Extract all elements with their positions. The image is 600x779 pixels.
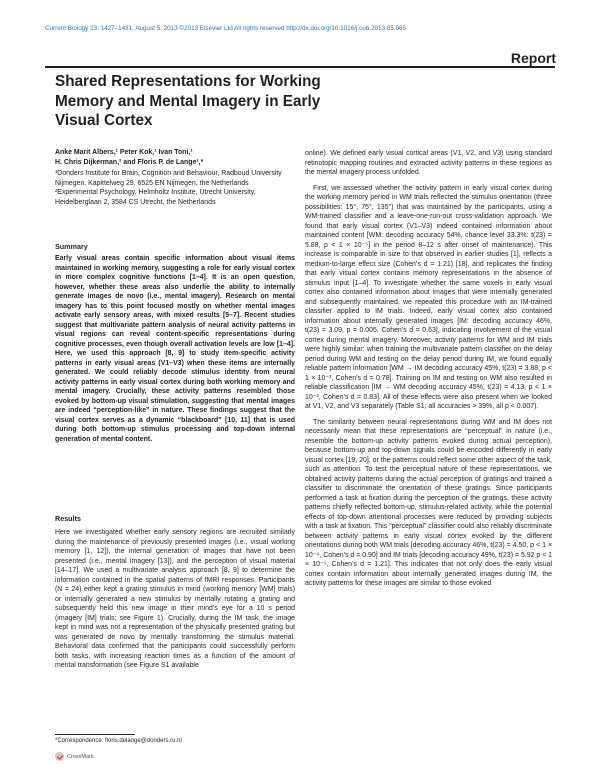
- correspondence: *Correspondence: floris.delange@donders.ru.nl: [55, 738, 182, 744]
- summary-heading: Summary: [55, 242, 88, 251]
- article-title: Shared Representations for Working Memory and Mental Imagery in Early Visual Cortex: [55, 73, 321, 129]
- footnote-rule: [55, 734, 135, 735]
- results-paragraph: Here we investigated whether early sensory regions are recruited similarly during the maintenance of previously presented images (i.e., visual working memory [1, 12]), the internal generation of images that have not been presented (i.e., mental imagery [13]), and the perception of visual material [14–17]. We used a multivariate analysis approach [8, 9] to determine the information contained in the spatial patterns of fMRI responses. Participants (N = 24) either kept a grating stimulus in mind (working memory [WM] trials) or internally generated a new stimulus by mentally rotating a grating and subsequently held this new image in their mind’s eye for a 10 s period (imagery [IM] trials; see Figure 1). Crucially, during the IM task, the image kept in mind was not a representation of the physically presented grating but was generated de novo by mentally transforming the stimulus material. Behavioral data confirmed that the participants could successfully perform both tasks, with increasing reaction times as a function of the amount of mental transformation (see Figure S1 available: [55, 529, 295, 669]
- crossmark-icon: [55, 752, 64, 761]
- author-list: [55, 148, 295, 167]
- results-text: [55, 528, 295, 671]
- header-rule: [45, 66, 555, 68]
- right-paragraph-2: The similarity between neural representations during WM and IM does not necessarily mean that these representations are “perceptual” in nature (i.e., resemble the bottom-up activity patterns evoked during actual perception), because bottom-up and top-down signals could be encoded differently in early visual cortex [19, 20], or the patterns could reflect some other aspect of the task, such as attention. To test the perceptual nature of these representations, we obtained activity patterns during the actual perception of gratings and trained a classifier to discriminate the orientation of these gratings. Since participants performed a task at fixation during the perception of the gratings, these activity patterns chiefly reflected bottom-up, stimulus-related activity, while the potential effects of top-down attentional processes were reduced by providing subjects with a task at fixation. This “perceptual” classifier could also reliably discriminate between activity patterns in early visual cortex evoked by the different orientations during both WM trials [decoding accuracy 46%, t(23) = 4.50, p < 1 × 10⁻⁴, Cohen’s d = 0.90] and IM trials [decoding accuracy 49%, t(23) = 5.92 p < 1 × 10⁻⁵, Cohen’s d = 1.21]. This indicates that not only does the early visual cortex contain information about internally generated images during IM, the activity patterns for these images are similar to those evoked: [305, 418, 552, 587]
- affiliations: [55, 169, 295, 207]
- authors-line-2: H. Chris Dijkerman,² and Floris P. de Lange¹,*: [55, 158, 204, 166]
- results-heading: Results: [55, 514, 81, 523]
- crossmark-logo[interactable]: [55, 752, 94, 761]
- affiliation-2: ²Experimental Psychology, Helmholtz Institute, Utrecht University, Heidelberglaan 2, 3584 CS Utrecht, the Netherlands: [55, 189, 256, 206]
- crossmark-label: CrossMark: [67, 753, 94, 760]
- right-paragraph-0: online). We defined early visual cortical areas (V1, V2, and V3) using standard retinotopic mapping routines and extracted activity patterns in these regions as the mental imagery process unfolded.: [305, 150, 552, 176]
- affiliation-1: ¹Donders Institute for Brain, Cognition and Behaviour, Radboud University Nijmegen, Kapittelweg 29, 6525 EN Nijmegen, the Netherlands: [55, 170, 282, 187]
- authors-line-1: Anke Marit Albers,¹ Peter Kok,¹ Ivan Toni,¹: [55, 149, 193, 156]
- article-type: Report: [510, 50, 556, 66]
- right-column: [305, 149, 552, 589]
- summary-text: Early visual areas contain specific information about visual items maintained in working memory, suggesting a role for early visual cortex in more complex cognitive functions [1–4]. It is an open question, however, whether these areas also underlie the ability to internally generate images de novo (i.e., mental imagery). Research on mental imagery has to this point focused mostly on whether mental images activate early sensory areas, with mixed results [5–7]. Recent studies suggest that multivariate pattern analysis of neural activity patterns in visual regions can reveal content-specific representations during cognitive processes, even though overall activation levels are low [1–4]. Here, we used this approach [8, 9] to study item-specific activity patterns in early visual areas (V1–V3) when these items are internally generated. We could reliably decode stimulus identity from neural activity patterns in early visual cortex during both working memory and mental imagery. Crucially, these activity patterns resembled those evoked by bottom-up visual stimulation, suggesting that mental images are indeed “perception-like” in nature. These findings suggest that the visual cortex serves as a dynamic “blackboard” [10, 11] that is used during both bottom-up stimulus processing and top-down internal generation of mental content.: [55, 255, 295, 443]
- right-paragraph-1: First, we assessed whether the activity pattern in early visual cortex during the working memory period in WM trials reflected the stimulus orientation (three possibilities: 15°, 75°, 135°) that was maintained by the participants, using a WM-trained classifier and a leave-one-run-out cross-validation approach. We found that early visual cortex (V1–V3) indeed contained information about maintained content [WM: decoding accuracy 54%, chance level 33.3%: t(23) = 5.88, p < 1 × 10⁻⁵] in the period 8–12 s after onset of maintenance). This increase is comparable in size to that observed in earlier studies [1], reflects a medium-to-large effect size (Cohen’s d = 1.21) [18], and replicates the finding that early visual cortex contains memory representations in the absence of stimulus input [1–4]. To investigate whether the same voxels in early visual cortex also contained information about images that were internally generated and subsequently maintained, we repeated this procedure with an IM-trained classifier applied to IM trials. Indeed, early visual cortex also contained information about internally generated images [IM: decoding accuracy 46%, t(23) = 3.09, p = 0.005, Cohen’s d = 0.63], indicating involvement of the visual cortex during mental imagery. Moreover, activity patterns for WM and IM trials were highly similar: when training the multivariate pattern classifier on the delay period during WM and testing on the delay period during IM, we found equally reliable pattern information [WM → IM decoding accuracy 45%, t(23) = 3.88, p < 1 × 10⁻³, Cohen’s d = 0.78]. Training on IM and testing on WM also resulted in reliable classification [IM → WM decoding accuracy 45%, t(23) = 4.13, p < 1 × 10⁻³, Cohen’s d = 0.83]. All of these effects were also present when we looked at V1, V2, and V3 separately (Table S1; all accuracies > 39%, all p < 0.007).: [305, 184, 552, 410]
- journal-citation: Current Biology 23, 1427–1431, August 5, 2013 ©2013 Elsevier Ltd All rights reserved http://dx.doi.org/10.1016/j.cub.2013.05.065: [45, 25, 407, 32]
